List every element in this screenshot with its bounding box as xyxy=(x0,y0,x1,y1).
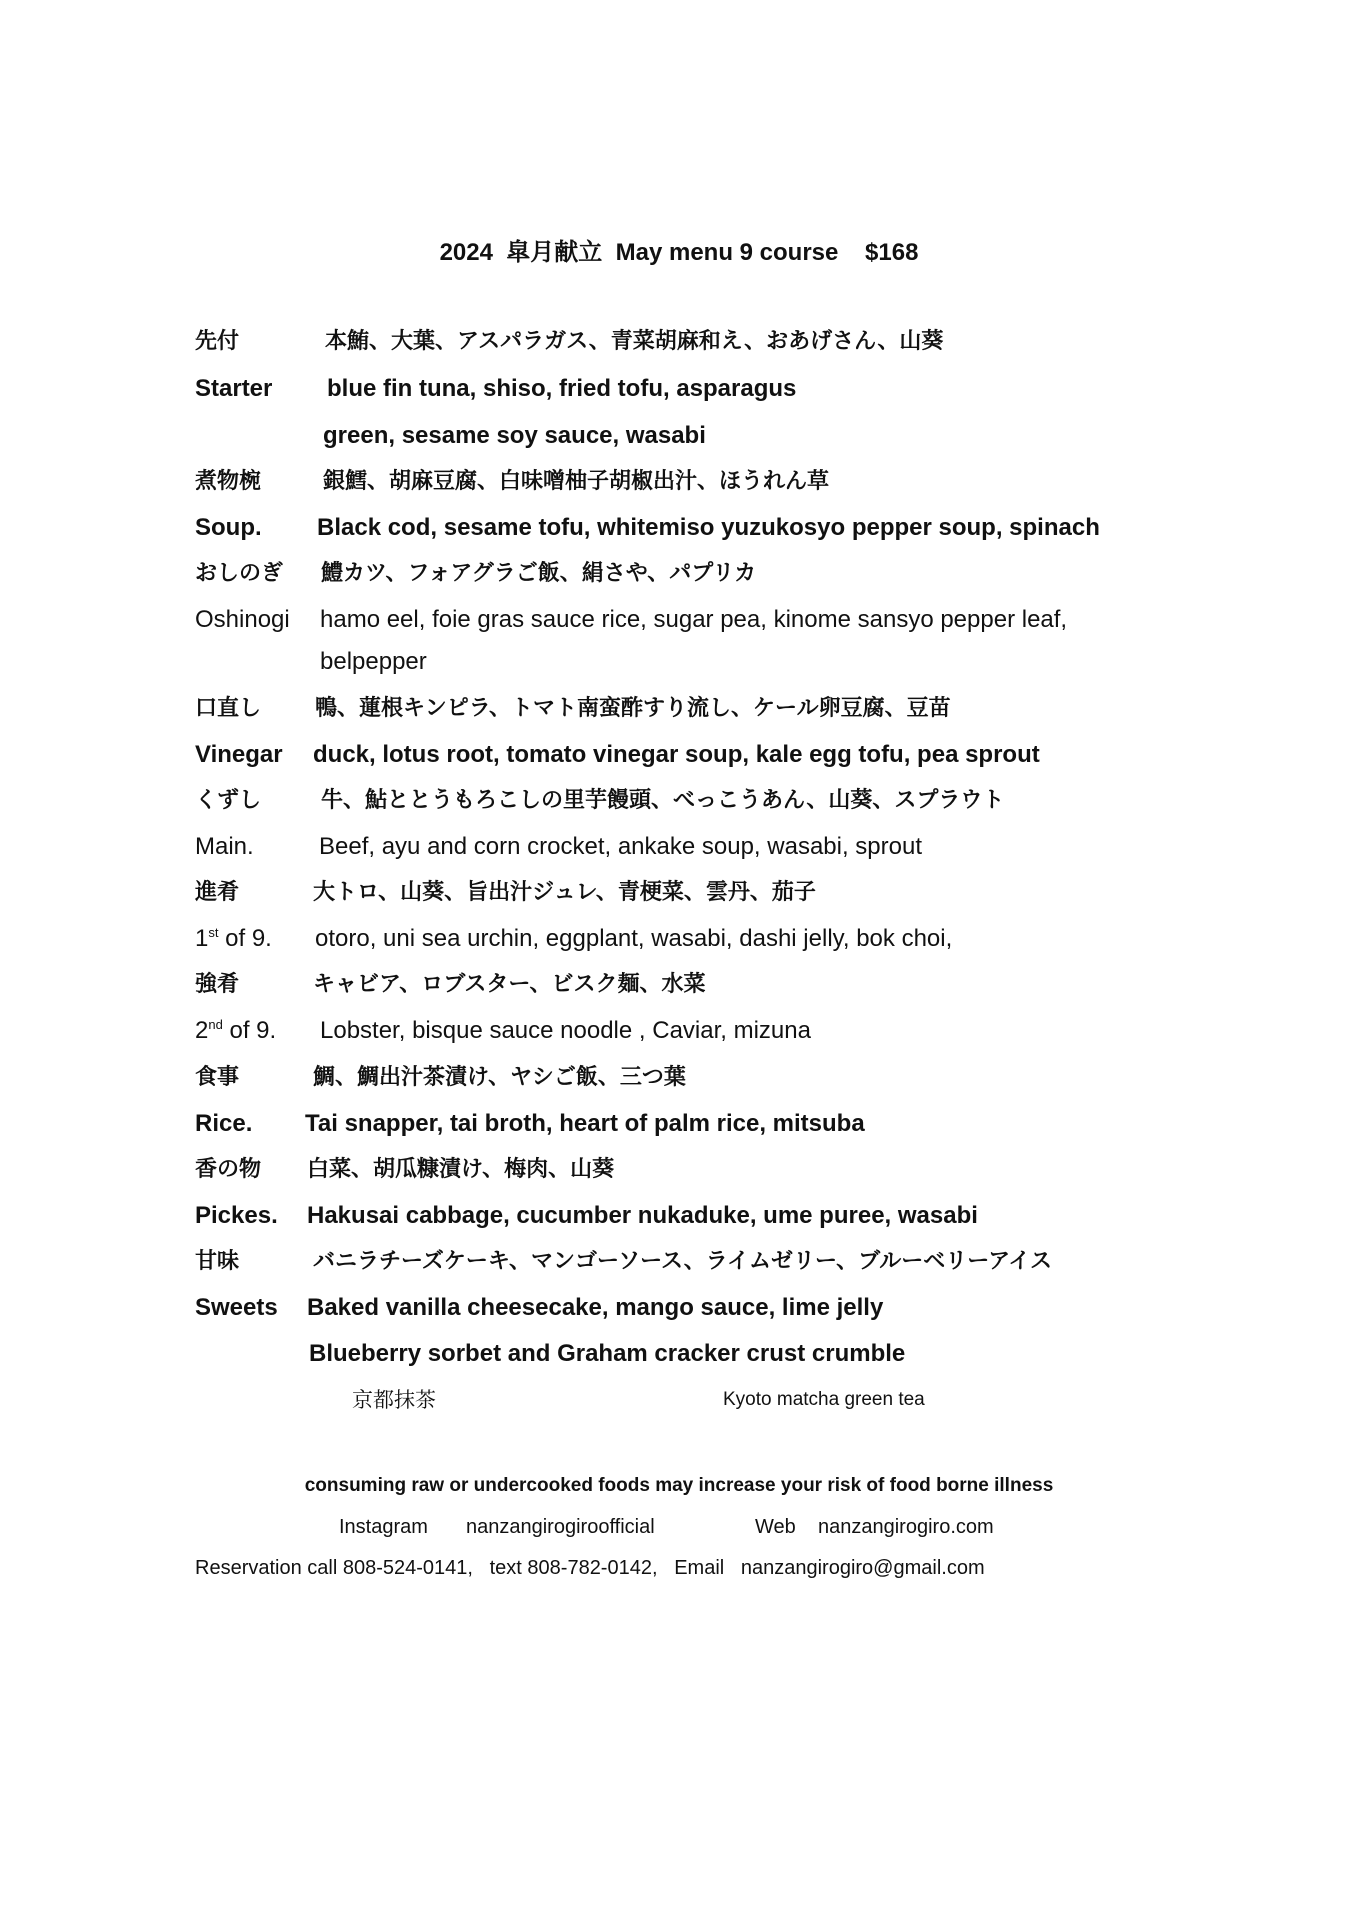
course-label: Starter xyxy=(195,375,273,402)
course-text: Baked vanilla cheesecake, mango sauce, lime jelly xyxy=(307,1294,884,1321)
web-url[interactable]: nanzangirogiro.com xyxy=(818,1516,994,1538)
course-text: hamo eel, foie gras sauce rice, sugar pea, kinome sansyo pepper leaf, xyxy=(320,606,1068,633)
course-text: Beef, ayu and corn crocket, ankake soup, wasabi, sprout xyxy=(319,833,923,860)
course-label: おしのぎ xyxy=(195,561,284,586)
web-label: Web xyxy=(755,1516,796,1538)
course-text: 牛、鮎ととうもろこしの里芋饅頭、べっこうあん、山葵、スプラウト xyxy=(321,788,1005,813)
course-text: 鱧カツ、フォアグラご飯、絹さや、パプリカ xyxy=(321,561,757,586)
course-text: otoro, uni sea urchin, eggplant, wasabi, dashi jelly, bok choi, xyxy=(315,925,953,952)
course-text: Lobster, bisque sauce noodle , Caviar, mizuna xyxy=(320,1017,811,1044)
instagram-handle[interactable]: nanzangirogiroofficial xyxy=(466,1516,655,1538)
course-text: 本鮪、大葉、アスパラガス、青菜胡麻和え、おあげさん、山葵 xyxy=(325,329,944,354)
course-label: Rice. xyxy=(195,1110,253,1137)
course-label: Main. xyxy=(195,833,254,860)
course-label: 煮物椀 xyxy=(195,469,262,494)
reservation-info: Reservation call 808-524-0141, text 808-782-0142, Email nanzangirogiro@gmail.com xyxy=(195,1557,985,1579)
course-label: 先付 xyxy=(195,329,240,354)
course-label: 甘味 xyxy=(195,1249,240,1274)
tea-en: Kyoto matcha green tea xyxy=(723,1389,925,1410)
course-text: 銀鱈、胡麻豆腐、白味噌柚子胡椒出汁、ほうれん草 xyxy=(323,469,830,494)
course-text: Tai snapper, tai broth, heart of palm rice, mitsuba xyxy=(305,1110,865,1137)
course-label: 進肴 xyxy=(195,880,240,905)
course-label: Vinegar xyxy=(195,741,283,768)
tea-jp: 京都抹茶 xyxy=(352,1388,436,1412)
course-text: Black cod, sesame tofu, whitemiso yuzukosyo pepper soup, spinach xyxy=(317,514,1100,541)
course-label: くずし xyxy=(195,788,262,813)
course-text: green, sesame soy sauce, wasabi xyxy=(323,422,706,449)
course-label: 1st of 9. xyxy=(195,925,272,952)
course-label: Oshinogi xyxy=(195,606,290,633)
course-label: Sweets xyxy=(195,1294,278,1321)
course-text: 鴨、蓮根キンピラ、トマト南蛮酢すり流し、ケール卵豆腐、豆苗 xyxy=(315,696,951,721)
course-label: 口直し xyxy=(195,696,262,721)
course-text: duck, lotus root, tomato vinegar soup, kale egg tofu, pea sprout xyxy=(313,741,1040,768)
course-label: 2nd of 9. xyxy=(195,1017,277,1044)
food-warning: consuming raw or undercooked foods may increase your risk of food borne illness xyxy=(304,1475,1054,1496)
menu-title: 2024 皐月献立 May menu 9 course $168 xyxy=(439,239,919,266)
instagram-label: Instagram xyxy=(339,1516,428,1538)
course-text: キャビア、ロブスター、ビスク麺、水菜 xyxy=(313,972,706,997)
course-text: 鯛、鯛出汁茶漬け、ヤシご飯、三つ葉 xyxy=(313,1065,686,1090)
course-label: Soup. xyxy=(195,514,262,541)
course-text: 白菜、胡瓜糠漬け、梅肉、山葵 xyxy=(307,1157,615,1182)
course-label: 食事 xyxy=(195,1065,240,1090)
course-label: 香の物 xyxy=(195,1157,262,1182)
course-label: 強肴 xyxy=(195,972,240,997)
course-text: belpepper xyxy=(320,648,427,675)
course-text: Blueberry sorbet and Graham cracker crust crumble xyxy=(309,1340,906,1367)
course-text: Hakusai cabbage, cucumber nukaduke, ume puree, wasabi xyxy=(307,1202,978,1229)
course-label: Pickes. xyxy=(195,1202,278,1229)
course-text: 大トロ、山葵、旨出汁ジュレ、青梗菜、雲丹、茄子 xyxy=(313,880,816,905)
course-text: blue fin tuna, shiso, fried tofu, asparagus xyxy=(327,375,797,402)
course-text: バニラチーズケーキ、マンゴーソース、ライムゼリー、ブルーベリーアイス xyxy=(313,1249,1052,1274)
